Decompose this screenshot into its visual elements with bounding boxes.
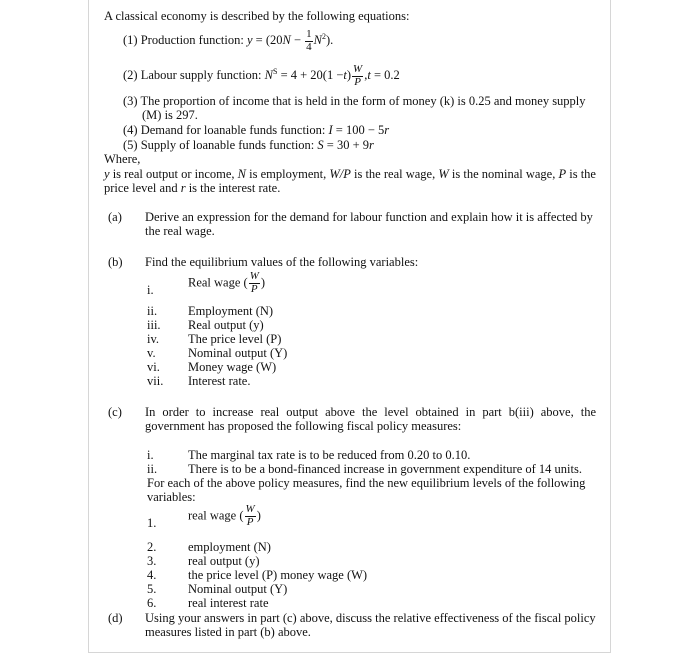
eq2-part2: ) [346, 67, 352, 82]
eq2-ns: N [264, 67, 273, 82]
part-c-item-num: 3. [147, 554, 157, 568]
eq5-r: r [369, 138, 374, 152]
part-b-item-money-wage: Money wage (W) [188, 360, 277, 374]
eq1-label: (1) Production function: [123, 32, 244, 47]
part-c-label: (c) [108, 405, 122, 419]
part-b-item-interest-rate: Interest rate. [188, 374, 251, 388]
eq1-eq: = [255, 32, 263, 47]
part-c-follow-line1: For each of the above policy measures, find the new equilibrium levels of the following [147, 476, 586, 490]
part-c-item-num: 4. [147, 568, 157, 582]
def-r-text: is the interest rate. [188, 181, 281, 195]
part-b-real-wage-fraction [249, 271, 260, 295]
part-b-item-employment: Employment (N) [188, 304, 274, 318]
eq2-tail2: = 0.2 [373, 67, 400, 82]
part-c-item-nominal-output: Nominal output (Y) [188, 582, 288, 596]
eq1-n: N [282, 32, 291, 47]
part-b-label: (b) [108, 255, 123, 269]
eq2-frac-den: P [354, 75, 361, 88]
eq2-frac-num: W [353, 63, 363, 75]
eq4-label: (4) Demand for loanable funds function: [123, 123, 326, 137]
part-a-line1: Derive an expression for the demand for labour function and explain how it is affected by [145, 210, 593, 224]
part-c-line1: In order to increase real output above the level obtained in part b(iii) above, the [145, 405, 596, 419]
part-c-item-num: 6. [147, 596, 157, 610]
part-b-real-wage-text: Real wage ( [188, 275, 248, 290]
def-r: r [180, 181, 186, 195]
part-c-measure-tax: The marginal tax rate is to be reduced from 0.20 to 0.10. [188, 448, 471, 462]
equation-loanable-supply [123, 138, 374, 153]
eq5-label: (5) Supply of loanable funds function: [123, 138, 315, 152]
definitions-line1 [104, 167, 596, 182]
part-a-line2: the real wage. [145, 224, 215, 238]
def-w: W [438, 167, 449, 181]
equation-money-line2: (M) is 297. [142, 108, 198, 122]
part-b-item-num: iii. [147, 318, 161, 332]
definitions-line2 [104, 181, 280, 196]
part-c-item-real-output: real output (y) [188, 554, 260, 568]
eq2-ns-sup: S [272, 66, 278, 76]
def-n-text: is employment, [249, 167, 327, 181]
part-c-measure-num: i. [147, 448, 154, 462]
equation-production-function [123, 29, 333, 53]
part-c-real-wage-fraction [245, 504, 256, 528]
part-c-item-num: 5. [147, 582, 157, 596]
equation-loanable-demand [123, 123, 389, 138]
part-a-label: (a) [108, 210, 122, 224]
part-c-item-price-money-wage: the price level (P) money wage (W) [188, 568, 368, 582]
part-b-item-price-level: The price level (P) [188, 332, 282, 346]
eq5-expr: = 30 + 9 [326, 138, 370, 152]
intro-text: A classical economy is described by the following equations: [104, 9, 410, 23]
part-b-item-num: i. [147, 283, 154, 297]
part-c-real-wage-text: real wage ( [188, 508, 244, 523]
part-c-item-real-wage [188, 504, 261, 528]
part-c-item-real-interest-rate: real interest rate [188, 596, 269, 610]
def-n: N [237, 167, 247, 181]
def-y: y [104, 167, 110, 181]
eq4-expr: = 100 − 5 [335, 123, 385, 137]
eq1-minus: − [293, 32, 302, 47]
eq5-var: S [317, 138, 324, 152]
part-d-line1: Using your answers in part (c) above, discuss the relative effectiveness of the fiscal policy [145, 611, 596, 625]
def-p: P [558, 167, 567, 181]
eq1-lhs: y [246, 32, 253, 47]
where-label: Where, [104, 152, 141, 166]
part-b-item-num: iv. [147, 332, 160, 346]
equation-labour-supply [123, 64, 400, 88]
eq1-part1: (20 [265, 32, 283, 47]
part-c-item-num: 2. [147, 540, 157, 554]
eq1-fraction [305, 29, 313, 53]
part-b-frac-den: P [250, 282, 258, 295]
eq2-part1: = 4 + 20(1 − [280, 67, 344, 82]
eq1-frac-num: 1 [306, 28, 312, 40]
part-b-item-real-wage [188, 271, 265, 295]
def-p-text: is the [569, 167, 596, 181]
eq4-var: I [328, 123, 333, 137]
def-wp-text: is the real wage, [354, 167, 436, 181]
part-c-measure-spending: There is to be a bond-financed increase in government expenditure of 14 units. [188, 462, 582, 476]
part-b-heading: Find the equilibrium values of the following variables: [145, 255, 419, 269]
def-wp: W/P [329, 167, 351, 181]
part-d-label: (d) [108, 611, 123, 625]
def-w-text: is the nominal wage, [451, 167, 556, 181]
eq1-sq-var: N [313, 32, 322, 47]
eq2-t2: t [367, 67, 371, 82]
part-b-item-num: vi. [147, 360, 160, 374]
part-b-real-wage-close: ) [260, 275, 266, 290]
part-d-line2: measures listed in part (b) above. [145, 625, 311, 639]
eq2-t: t [343, 67, 347, 82]
equation-money-line1: (3) The proportion of income that is held in the form of money (k) is 0.25 and money supply [123, 94, 586, 108]
part-c-real-wage-close: ) [256, 508, 261, 523]
part-b-item-num: vii. [147, 374, 164, 388]
part-c-item-num: 1. [147, 516, 157, 530]
part-b-item-real-output: Real output (y) [188, 318, 264, 332]
eq2-fraction [352, 64, 363, 88]
part-c-line2: government has proposed the following fiscal policy measures: [145, 419, 462, 433]
part-c-follow-line2: variables: [147, 490, 196, 504]
eq1-frac-den: 4 [306, 40, 312, 53]
part-c-measure-num: ii. [147, 462, 158, 476]
part-b-frac-num: W [249, 270, 259, 282]
part-c-item-employment: employment (N) [188, 540, 271, 554]
eq2-label: (2) Labour supply function: [123, 67, 262, 82]
eq1-sq-exp: 2 [322, 31, 326, 41]
eq1-close: ). [326, 32, 334, 47]
def-y-text: is real output or income, [112, 167, 235, 181]
eq4-r: r [384, 123, 390, 137]
part-c-frac-num: W [245, 503, 255, 515]
part-c-frac-den: P [246, 515, 254, 528]
eq2-tail1: , [364, 67, 368, 82]
part-b-item-nominal-output: Nominal output (Y) [188, 346, 288, 360]
part-b-item-num: v. [147, 346, 156, 360]
part-b-item-num: ii. [147, 304, 158, 318]
def-price-text: price level and [104, 181, 178, 195]
